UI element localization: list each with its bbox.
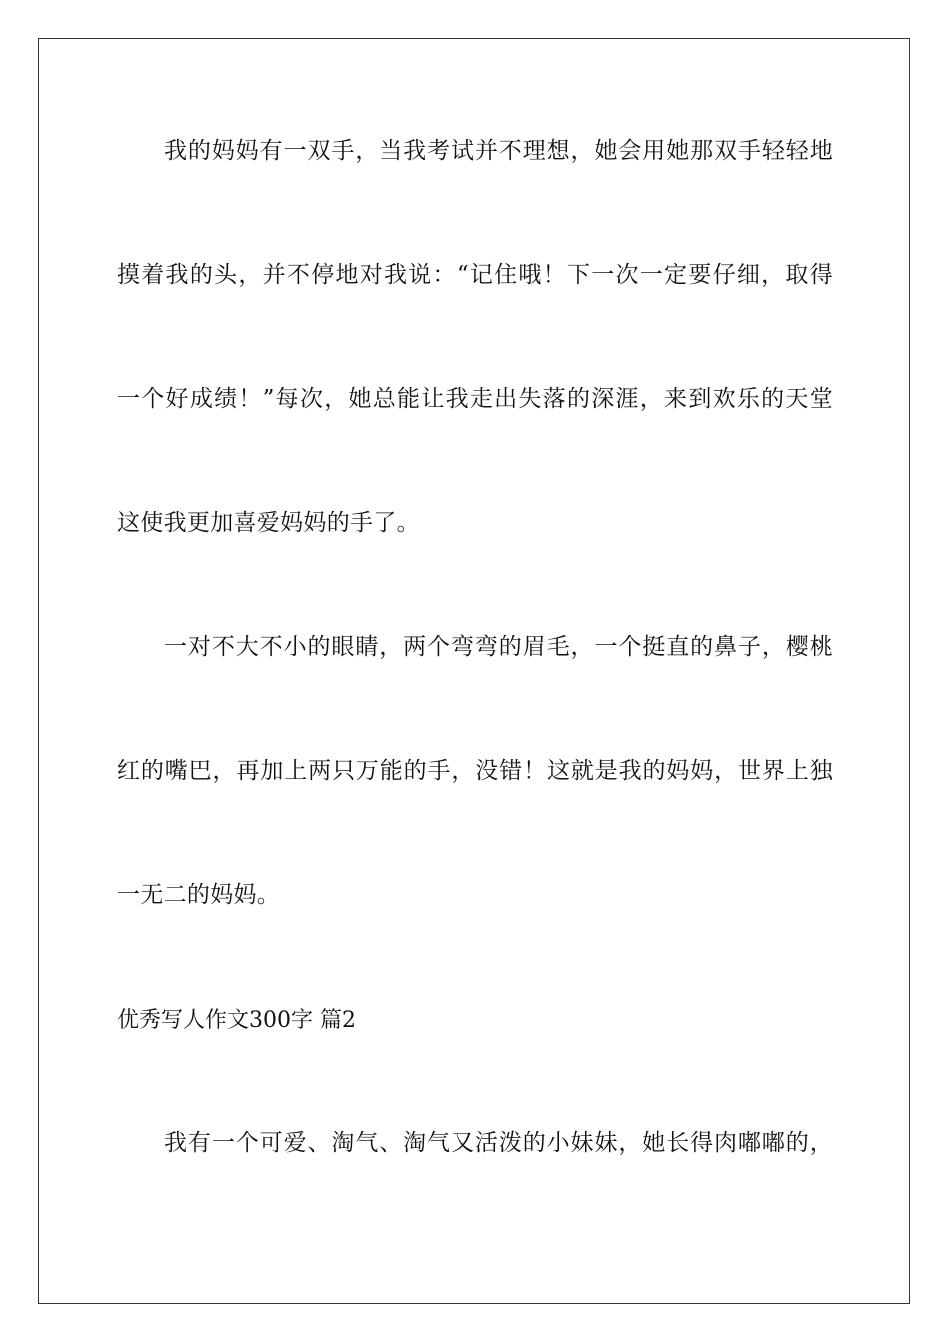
paragraph-2-line-2: 红的嘴巴，再加上两只万能的手，没错！这就是我的妈妈，世界上独: [117, 758, 833, 784]
paragraph-1-line-4: 这使我更加喜爱妈妈的手了。: [117, 510, 420, 536]
paragraph-2-line-1: 一对不大不小的眼睛，两个弯弯的眉毛，一个挺直的鼻子，樱桃: [164, 634, 833, 660]
paragraph-3-line-1: 我有一个可爱、淘气、淘气又活泼的小妹妹，她长得肉嘟嘟的，: [164, 1130, 833, 1156]
page-border: [38, 38, 910, 1304]
paragraph-1-line-3: 一个好成绩！”每次，她总能让我走出失落的深涯，来到欢乐的天堂: [117, 386, 833, 412]
paragraph-1-line-2: 摸着我的头，并不停地对我说：“记住哦！下一次一定要仔细，取得: [117, 262, 833, 288]
paragraph-1-line-1: 我的妈妈有一双手，当我考试并不理想，她会用她那双手轻轻地: [164, 138, 833, 164]
section-heading: 优秀写人作文300字 篇2: [117, 1008, 356, 1033]
paragraph-2-line-3: 一无二的妈妈。: [117, 882, 281, 908]
